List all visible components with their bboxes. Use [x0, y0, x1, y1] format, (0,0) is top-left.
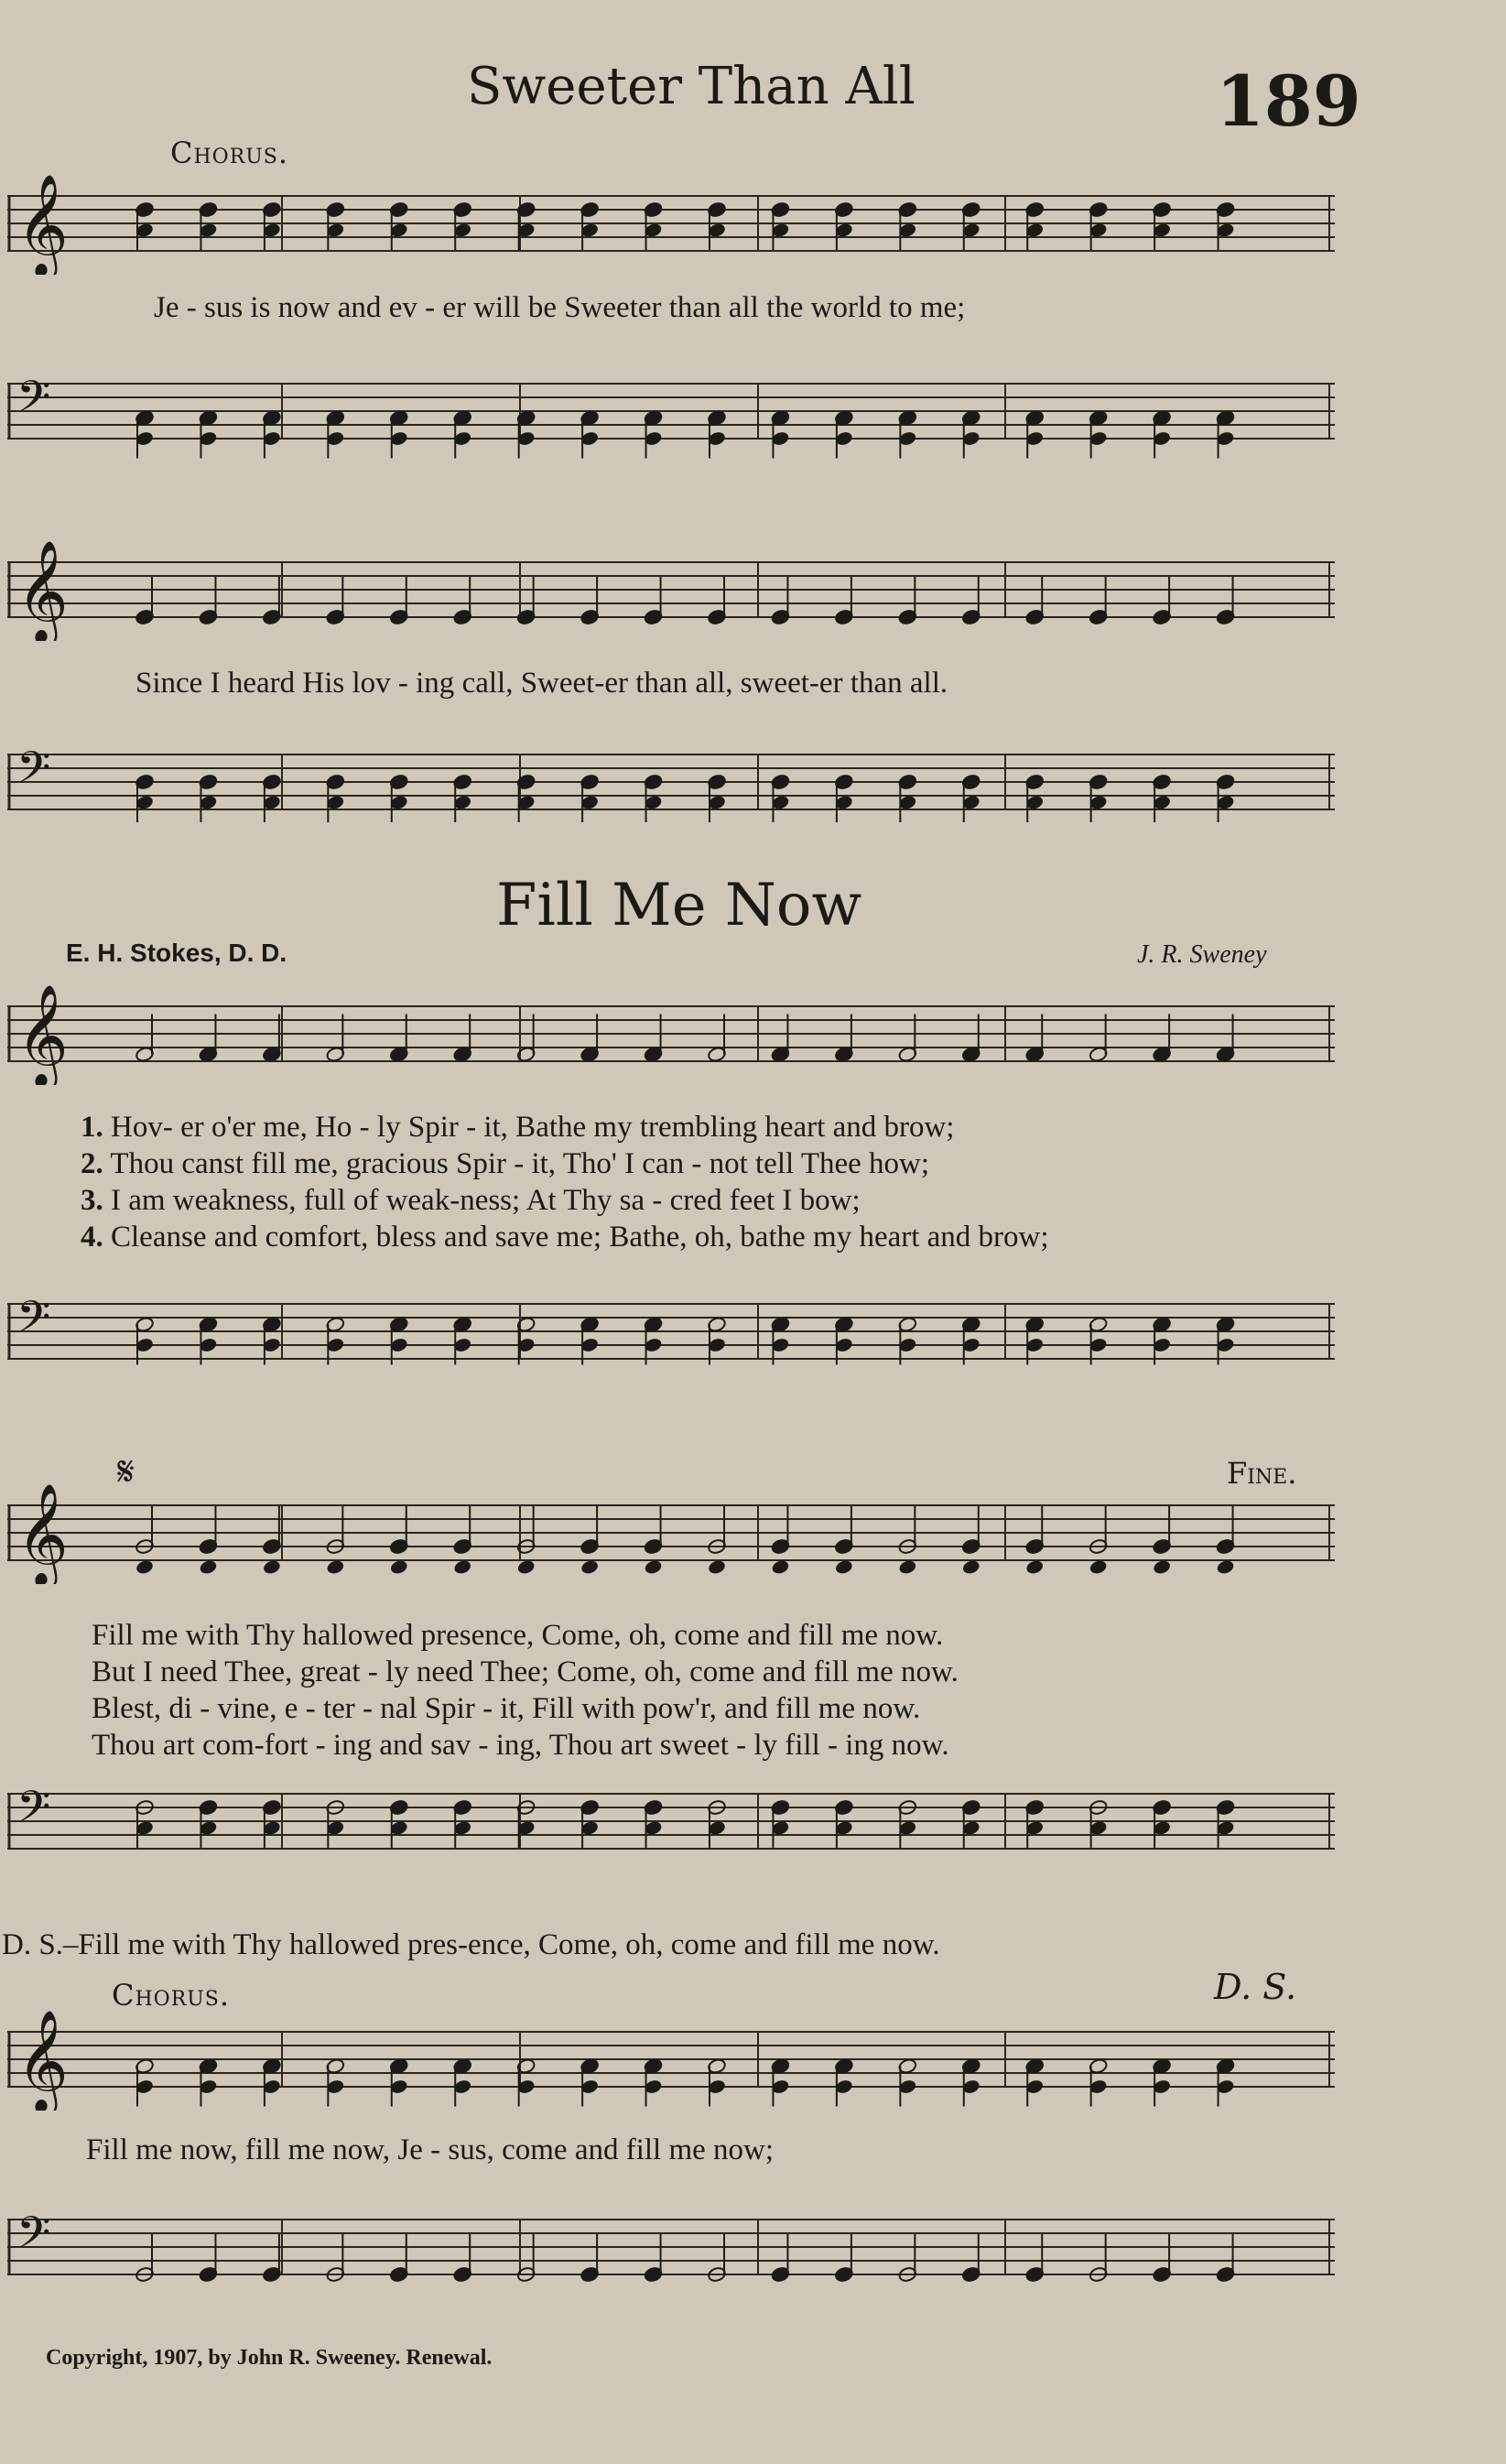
note-head — [199, 1558, 218, 1575]
verse-b-2: But I need Thee, great - ly need Thee; Come, oh, come and fill me now. — [92, 1655, 959, 1688]
song-title-sweeter-than-all: Sweeter Than All — [467, 57, 916, 116]
lyric-syllable: and — [337, 291, 382, 324]
note-head — [326, 1558, 345, 1575]
note-head — [834, 1558, 853, 1575]
verse-text: Thou canst fill me, gracious Spir - it, Tho' I can - not tell Thee how; — [110, 1147, 930, 1180]
bass-clef-icon: 𝄢 — [16, 1291, 51, 1353]
lyric-syllable: the — [766, 291, 804, 324]
note-head — [580, 1558, 599, 1575]
lyric-syllable: fill — [244, 2133, 281, 2166]
verse-number: 1. — [81, 1111, 103, 1144]
fine-label: Fine. — [1227, 1456, 1297, 1491]
lyric-syllable: lov - — [352, 667, 408, 700]
lyric-syllable: sus — [203, 291, 244, 324]
treble-staff-system-1 — [7, 174, 1335, 275]
bass-clef-icon: 𝄢 — [16, 2207, 51, 2269]
note-head — [707, 1558, 726, 1575]
lyric-syllable: fill — [625, 2133, 662, 2166]
lyric-syllable: all, — [695, 667, 733, 700]
verse-b-3: Blest, di - vine, e - ter - nal Spir - it, Fill with pow'r, and fill me now. — [92, 1692, 921, 1725]
lyric-line-song1-2 — [135, 667, 948, 700]
treble-clef-icon: 𝄞 — [16, 174, 69, 275]
verse-2 — [81, 1147, 929, 1181]
lyric-syllable: is — [250, 291, 271, 324]
lyric-syllable: I — [210, 667, 221, 700]
note-head — [516, 1558, 536, 1575]
treble-staff-system-4 — [7, 1483, 1335, 1584]
lyric-syllable: Since — [135, 667, 203, 700]
lyric-syllable: all — [728, 291, 759, 324]
lyric-syllable: than — [850, 667, 903, 700]
bass-staff-system-2 — [7, 733, 1335, 833]
lyric-line-song1-1 — [154, 291, 965, 325]
chorus-lyric-line — [86, 2133, 774, 2167]
lyric-syllable: ev - — [388, 291, 436, 324]
verse-text: Cleanse and comfort, bless and save me; Bathe, oh, bathe my heart and brow; — [111, 1221, 1049, 1254]
lyric-syllable: Je - — [397, 2133, 441, 2166]
lyric-syllable: now — [277, 291, 330, 324]
note-head — [644, 1558, 663, 1575]
verse-b-1: Fill me with Thy hallowed presence, Come, oh, come and fill me now. — [92, 1619, 944, 1652]
treble-clef-icon: 𝄞 — [16, 1483, 69, 1584]
lyric-syllable: me — [287, 2133, 325, 2166]
verse-number: 4. — [81, 1221, 103, 1254]
note-head — [135, 1558, 154, 1575]
segno-sign: 𝄋 — [117, 1449, 135, 1495]
lyric-syllable: Fill — [86, 2133, 128, 2166]
lyric-syllable: sus, come — [448, 2133, 568, 2166]
note-head — [453, 1558, 472, 1575]
treble-clef-icon: 𝄞 — [16, 2010, 69, 2111]
lyric-syllable: heard — [227, 667, 296, 700]
bass-staff-system-4 — [7, 1772, 1335, 1872]
treble-staff-system-5 — [7, 2010, 1335, 2111]
bass-clef-icon: 𝄢 — [16, 371, 51, 433]
ds-lyric-line: D. S.–Fill me with Thy hallowed pres-ence, Come, oh, come and fill me now. — [2, 1928, 940, 1961]
treble-clef-icon: 𝄞 — [16, 984, 69, 1085]
lyric-syllable: me — [135, 2133, 173, 2166]
verse-number: 3. — [81, 1184, 103, 1217]
lyric-syllable: than — [668, 291, 721, 324]
treble-staff-system-3 — [7, 984, 1335, 1085]
lyric-syllable: than — [635, 667, 688, 700]
verse-text: I am weakness, full of weak-ness; At Thy sa - cred feet I bow; — [111, 1184, 861, 1217]
lyric-syllable: now, — [179, 2133, 238, 2166]
lyric-syllable: will — [473, 291, 521, 324]
verse-text: Hov- er o'er me, Ho - ly Spir - it, Bathe my trembling heart and brow; — [111, 1111, 955, 1144]
lyric-syllable: me; — [919, 291, 966, 324]
music-credit: J. R. Sweney — [1137, 940, 1267, 969]
lyric-syllable: Sweeter — [564, 291, 662, 324]
song-title-fill-me-now: Fill Me Now — [496, 872, 862, 939]
chorus-label: Chorus. — [170, 136, 289, 170]
lyric-syllable: er — [442, 291, 466, 324]
note-head — [1025, 1558, 1045, 1575]
copyright-notice: Copyright, 1907, by John R. Sweeney. Renewal. — [46, 2346, 493, 2370]
verse-4 — [81, 1221, 1049, 1254]
chorus-label-2: Chorus. — [112, 1978, 231, 2013]
lyric-syllable: world — [810, 291, 882, 324]
lyric-syllable: His — [302, 667, 345, 700]
note-head — [1152, 1558, 1171, 1575]
lyric-syllable: to — [888, 291, 913, 324]
page-number: 189 — [1216, 60, 1361, 142]
note-head — [262, 1558, 281, 1575]
verse-number: 2. — [81, 1147, 103, 1180]
verse-b-4: Thou art com-fort - ing and sav - ing, Thou art sweet - ly fill - ing now. — [92, 1729, 949, 1762]
note-head — [961, 1558, 981, 1575]
lyric-syllable: all. — [909, 667, 948, 700]
verse-1 — [81, 1111, 954, 1145]
lyric-syllable: now; — [713, 2133, 775, 2166]
lyric-syllable: Je - — [154, 291, 197, 324]
verse-3 — [81, 1184, 861, 1218]
lyric-syllable: call, — [461, 667, 514, 700]
lyric-syllable: Sweet-er — [520, 667, 628, 700]
bass-clef-icon: 𝄢 — [16, 1781, 51, 1843]
treble-staff-system-2 — [7, 540, 1335, 641]
note-head — [771, 1558, 790, 1575]
bass-staff-system-1 — [7, 362, 1335, 462]
lyric-syllable: be — [527, 291, 557, 324]
bass-staff-system-5 — [7, 2198, 1335, 2298]
lyric-syllable: and — [574, 2133, 619, 2166]
treble-clef-icon: 𝄞 — [16, 540, 69, 641]
ds-mark: D. S. — [1214, 1967, 1297, 2007]
lyric-syllable: ing — [416, 667, 455, 700]
note-head — [898, 1558, 917, 1575]
words-credit: E. H. Stokes, D. D. — [66, 939, 287, 967]
lyric-syllable: sweet-er — [740, 667, 843, 700]
note-head — [1216, 1558, 1235, 1575]
lyric-syllable: now, — [332, 2133, 391, 2166]
note-head — [1089, 1558, 1108, 1575]
lyric-syllable: me — [668, 2133, 706, 2166]
bass-clef-icon: 𝄢 — [16, 742, 51, 804]
note-head — [389, 1558, 408, 1575]
bass-staff-system-3 — [7, 1282, 1335, 1383]
